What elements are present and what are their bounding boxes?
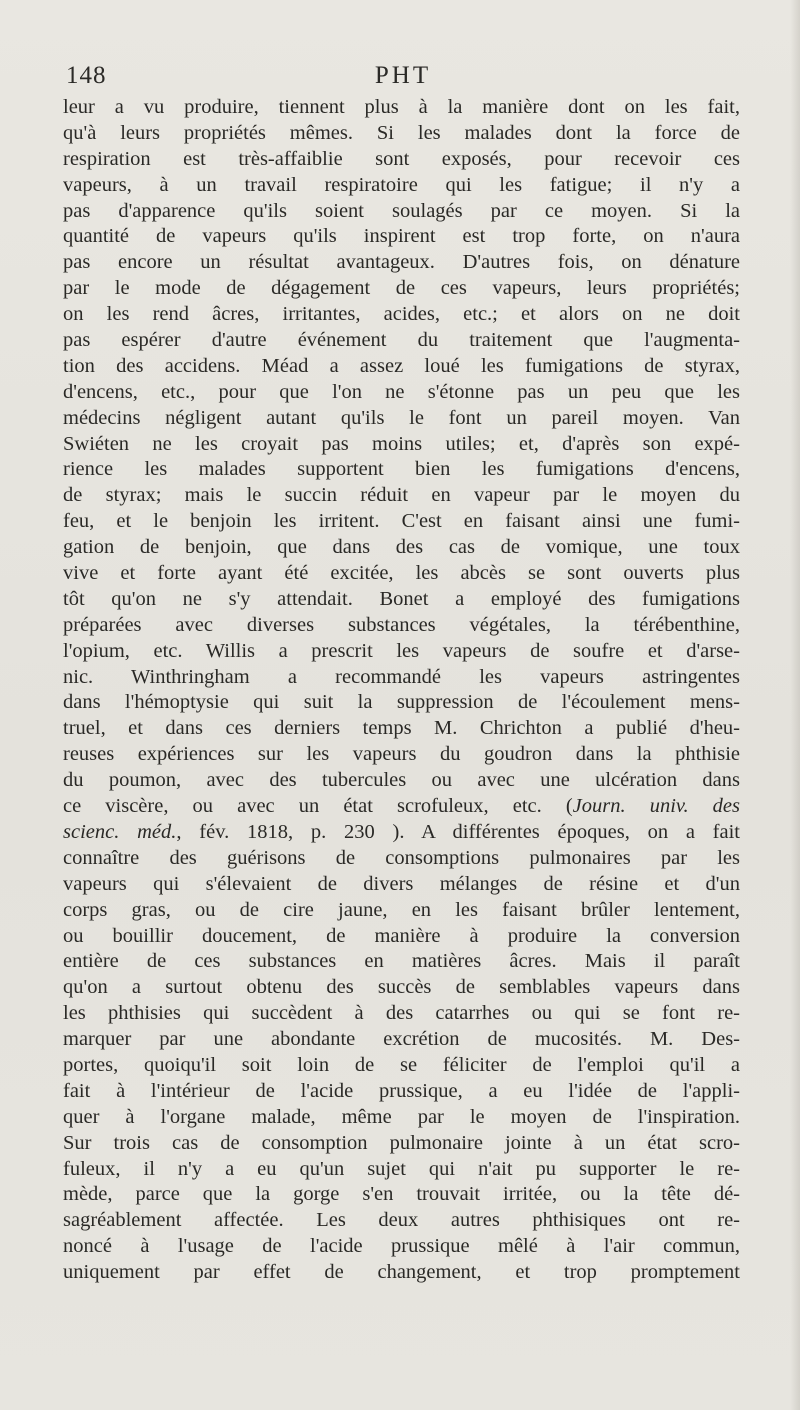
citation-journal-cont: scienc. méd.	[63, 820, 177, 843]
text-line: pas encore un résultat avantageux. D'autres fois, on dénature	[63, 251, 740, 274]
page-edge-shadow	[790, 0, 800, 1410]
text-line: portes, quoiqu'il soit loin de se féliciter de l'emploi qu'il a	[63, 1053, 740, 1076]
text-line: par le mode de dégagement de ces vapeurs, leurs propriétés;	[63, 277, 740, 300]
text-line: pas espérer d'autre événement du traitement que l'augmenta-	[63, 329, 740, 352]
text-line: gation de benjoin, que dans des cas de vomique, une toux	[63, 536, 740, 559]
page-number: 148	[66, 62, 107, 89]
text-line: quer à l'organe malade, même par le moyen de l'inspiration.	[63, 1105, 740, 1128]
text-line: Sur trois cas de consomption pulmonaire jointe à un état scro-	[63, 1131, 740, 1154]
text-line: vapeurs, à un travail respiratoire qui les fatigue; il n'y a	[63, 173, 740, 196]
text-line: nic. Winthringham a recommandé les vapeurs astringentes	[63, 665, 740, 688]
text-line-with-citation	[63, 794, 740, 820]
citation-journal: Journ. univ. des	[572, 795, 740, 818]
text-line: quantité de vapeurs qu'ils inspirent est trop forte, on n'aura	[63, 225, 740, 248]
running-head: PHT	[374, 62, 432, 89]
text-line-with-citation	[63, 820, 740, 846]
citation-lead: ce viscère, ou avec un état scrofuleux, etc. (	[63, 795, 573, 818]
text-line: connaître des guérisons de consomptions pulmonaires par les	[63, 846, 740, 869]
text-line: vive et forte ayant été excitée, les abcès se sont ouverts plus	[63, 562, 740, 585]
text-line: les phthisies qui succèdent à des catarrhes ou qui se font re-	[63, 1002, 740, 1025]
text-line: leur a vu produire, tiennent plus à la manière dont on les fait,	[63, 96, 740, 118]
text-line: qu'à leurs propriétés mêmes. Si les malades dont la force de	[63, 121, 740, 144]
text-line: tôt qu'on ne s'y attendait. Bonet a employé des fumigations	[63, 587, 740, 610]
text-line: fuleux, il n'y a eu qu'un sujet qui n'ait pu supporter le re-	[63, 1157, 740, 1180]
text-line: respiration est très-affaiblie sont exposés, pour recevoir ces	[63, 147, 740, 170]
text-line: marquer par une abondante excrétion de mucosités. M. Des-	[63, 1028, 740, 1051]
text-line: sagréablement affectée. Les deux autres phthisiques ont re-	[63, 1209, 740, 1232]
text-line: d'encens, etc., pour que l'on ne s'étonne pas un peu que les	[63, 380, 740, 403]
text-line: uniquement par effet de changement, et trop promptement	[63, 1261, 740, 1284]
text-line: préparées avec diverses substances végétales, la térébenthine,	[63, 613, 740, 636]
text-line: entière de ces substances en matières âcres. Mais il paraît	[63, 950, 740, 973]
text-line: médecins négligent autant qu'ils le font un pareil moyen. Van	[63, 406, 740, 429]
text-line: qu'on a surtout obtenu des succès de semblables vapeurs dans	[63, 976, 740, 999]
page-header	[66, 60, 740, 94]
text-line: reuses expériences sur les vapeurs du goudron dans la phthisie	[63, 743, 740, 766]
text-line: l'opium, etc. Willis a prescrit les vapeurs de soufre et d'arse-	[63, 639, 740, 662]
text-line: fait à l'intérieur de l'acide prussique, a eu l'idée de l'appli-	[63, 1079, 740, 1102]
text-line: du poumon, avec des tubercules ou avec une ulcération dans	[63, 769, 740, 792]
body-text	[63, 95, 740, 1286]
text-line: corps gras, ou de cire jaune, en les faisant brûler lentement,	[63, 898, 740, 921]
text-line: de styrax; mais le succin réduit en vapeur par le moyen du	[63, 484, 740, 507]
text-line: truel, et dans ces derniers temps M. Chrichton a publié d'heu-	[63, 717, 740, 740]
text-line: dans l'hémoptysie qui suit la suppression de l'écoulement mens-	[63, 691, 740, 714]
text-line: rience les malades supportent bien les fumigations d'encens,	[63, 458, 740, 481]
text-line: pas d'apparence qu'ils soient soulagés par ce moyen. Si la	[63, 199, 740, 222]
text-line: feu, et le benjoin les irritent. C'est en faisant ainsi une fumi-	[63, 510, 740, 533]
text-line: vapeurs qui s'élevaient de divers mélanges de résine et d'un	[63, 872, 740, 895]
text-line: Swiéten ne les croyait pas moins utiles; et, d'après son expé-	[63, 432, 740, 455]
text-line: ou bouillir doucement, de manière à produire la conversion	[63, 924, 740, 947]
text-line: on les rend âcres, irritantes, acides, etc.; et alors on ne doit	[63, 303, 740, 326]
text-line: mède, parce que la gorge s'en trouvait irritée, ou la tête dé-	[63, 1183, 740, 1206]
text-line: noncé à l'usage de l'acide prussique mêlé à l'air commun,	[63, 1235, 740, 1258]
citation-tail: , fév. 1818, p. 230 ). A différentes époques, on a fait	[176, 820, 740, 843]
text-line: tion des accidens. Méad a assez loué les fumigations de styrax,	[63, 354, 740, 377]
